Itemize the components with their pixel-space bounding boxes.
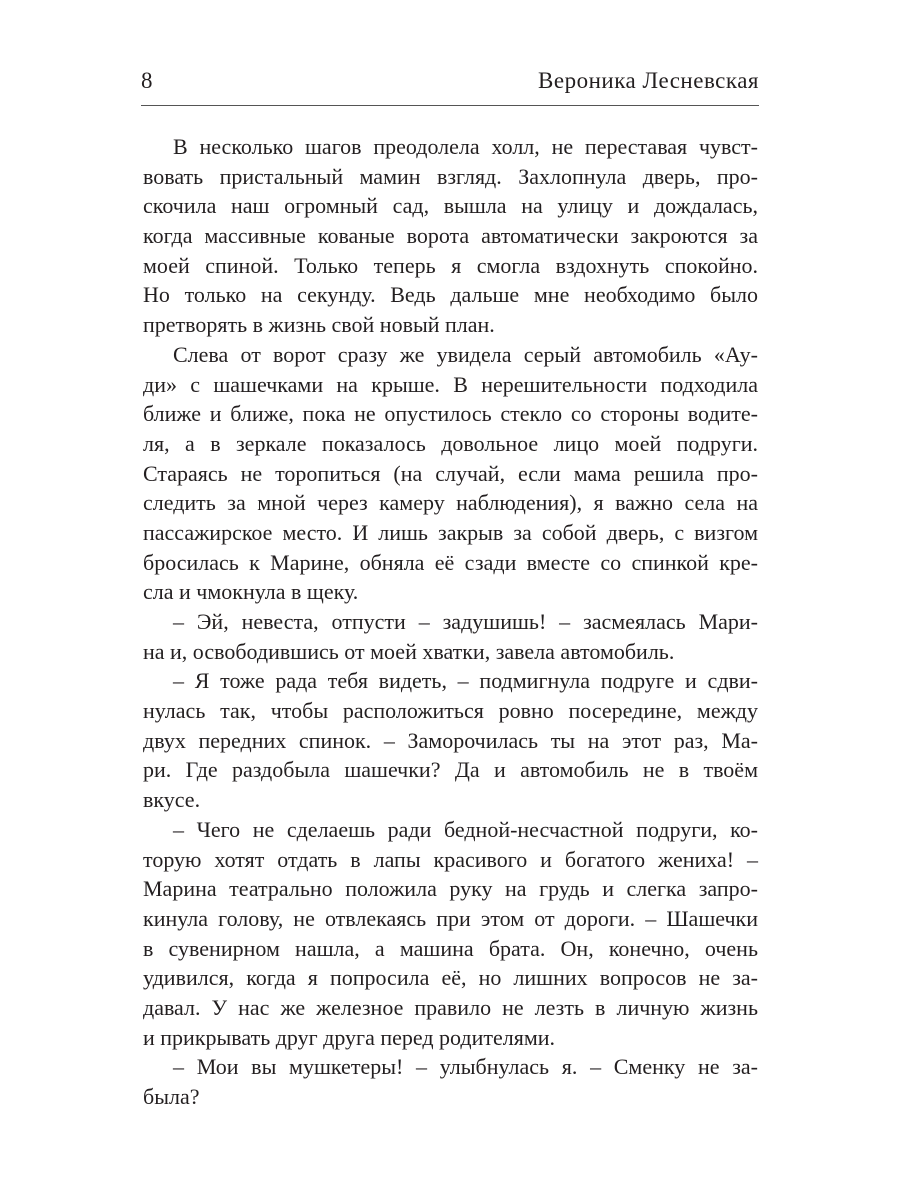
text-line: Стараясь не торопиться (на случай, если мама решила про- — [143, 460, 758, 486]
page-body-text — [143, 132, 758, 1112]
header-rule — [141, 105, 759, 106]
text-line: следить за мной через камеру наблюдения), я важно села на — [143, 490, 758, 516]
text-line: моей спиной. Только теперь я смогла вздохнуть спокойно. — [143, 252, 758, 278]
text-line: В несколько шагов преодолела холл, не переставая чувст- — [173, 134, 758, 159]
text-line: на и, освободившись от моей хватки, завела автомобиль. — [143, 638, 675, 664]
text-line: – Я тоже рада тебя видеть, – подмигнула подруге и сдви- — [173, 668, 758, 694]
text-line: бросилась к Марине, обняла её сзади вместе со спинкой кре- — [143, 549, 758, 575]
text-line: когда массивные кованые ворота автоматически закроются за — [143, 223, 758, 249]
text-line: вкусе. — [143, 787, 201, 813]
paragraph — [143, 607, 758, 666]
page-number: 8 — [141, 68, 153, 93]
text-line: скочила наш огромный сад, вышла на улицу и дождалась, — [143, 193, 758, 219]
paragraph — [143, 1052, 758, 1111]
text-line: ближе и ближе, пока не опустилось стекло со стороны водите- — [143, 401, 758, 427]
paragraph — [143, 340, 758, 607]
text-line: ри. Где раздобыла шашечки? Да и автомобиль не в твоём — [143, 757, 758, 783]
running-header — [141, 68, 759, 100]
paragraph — [143, 815, 758, 1053]
text-line: – Чего не сделаешь ради бедной-несчастной подруги, ко- — [173, 816, 758, 842]
text-line: давал. У нас же железное правило не лезть в личную жизнь — [143, 994, 758, 1020]
text-line: Марина театрально положила руку на грудь и слегка запро- — [143, 876, 758, 902]
text-line: и прикрывать друг друга перед родителями. — [143, 1024, 556, 1050]
text-line: Слева от ворот сразу же увидела серый автомобиль «Ау- — [173, 341, 758, 367]
text-line: претворять в жизнь свой новый план. — [143, 312, 495, 338]
text-line: – Эй, невеста, отпусти – задушишь! – засмеялась Мари- — [173, 609, 758, 634]
text-line: удивился, когда я попросила её, но лишних вопросов не за- — [143, 965, 758, 991]
text-line: двух передних спинок. – Заморочилась ты на этот раз, Ма- — [143, 727, 758, 753]
text-line: вовать пристальный мамин взгляд. Захлопнула дверь, про- — [143, 163, 758, 189]
text-line: пассажирское место. И лишь закрыв за собой дверь, с визгом — [143, 519, 758, 545]
text-line: сла и чмокнула в щеку. — [143, 579, 359, 605]
text-line: была? — [143, 1084, 200, 1109]
text-line: торую хотят отдать в лапы красивого и богатого жениха! – — [143, 846, 758, 872]
text-line: в сувенирном нашла, а машина брата. Он, конечно, очень — [143, 935, 758, 961]
text-line: ди» с шашечками на крыше. В нерешительности подходила — [143, 371, 758, 397]
text-line: ля, а в зеркале показалось довольное лицо моей подруги. — [143, 430, 758, 456]
text-line: нулась так, чтобы расположиться ровно посередине, между — [143, 698, 758, 724]
text-line: Но только на секунду. Ведь дальше мне необходимо было — [143, 282, 758, 308]
text-line: – Мои вы мушкетеры! – улыбнулась я. – Сменку не за- — [173, 1054, 758, 1080]
paragraph — [143, 132, 758, 340]
text-line: кинула голову, не отвлекаясь при этом от дороги. – Шашечки — [143, 905, 758, 931]
author-name: Вероника Лесневская — [538, 68, 759, 93]
paragraph — [143, 666, 758, 814]
